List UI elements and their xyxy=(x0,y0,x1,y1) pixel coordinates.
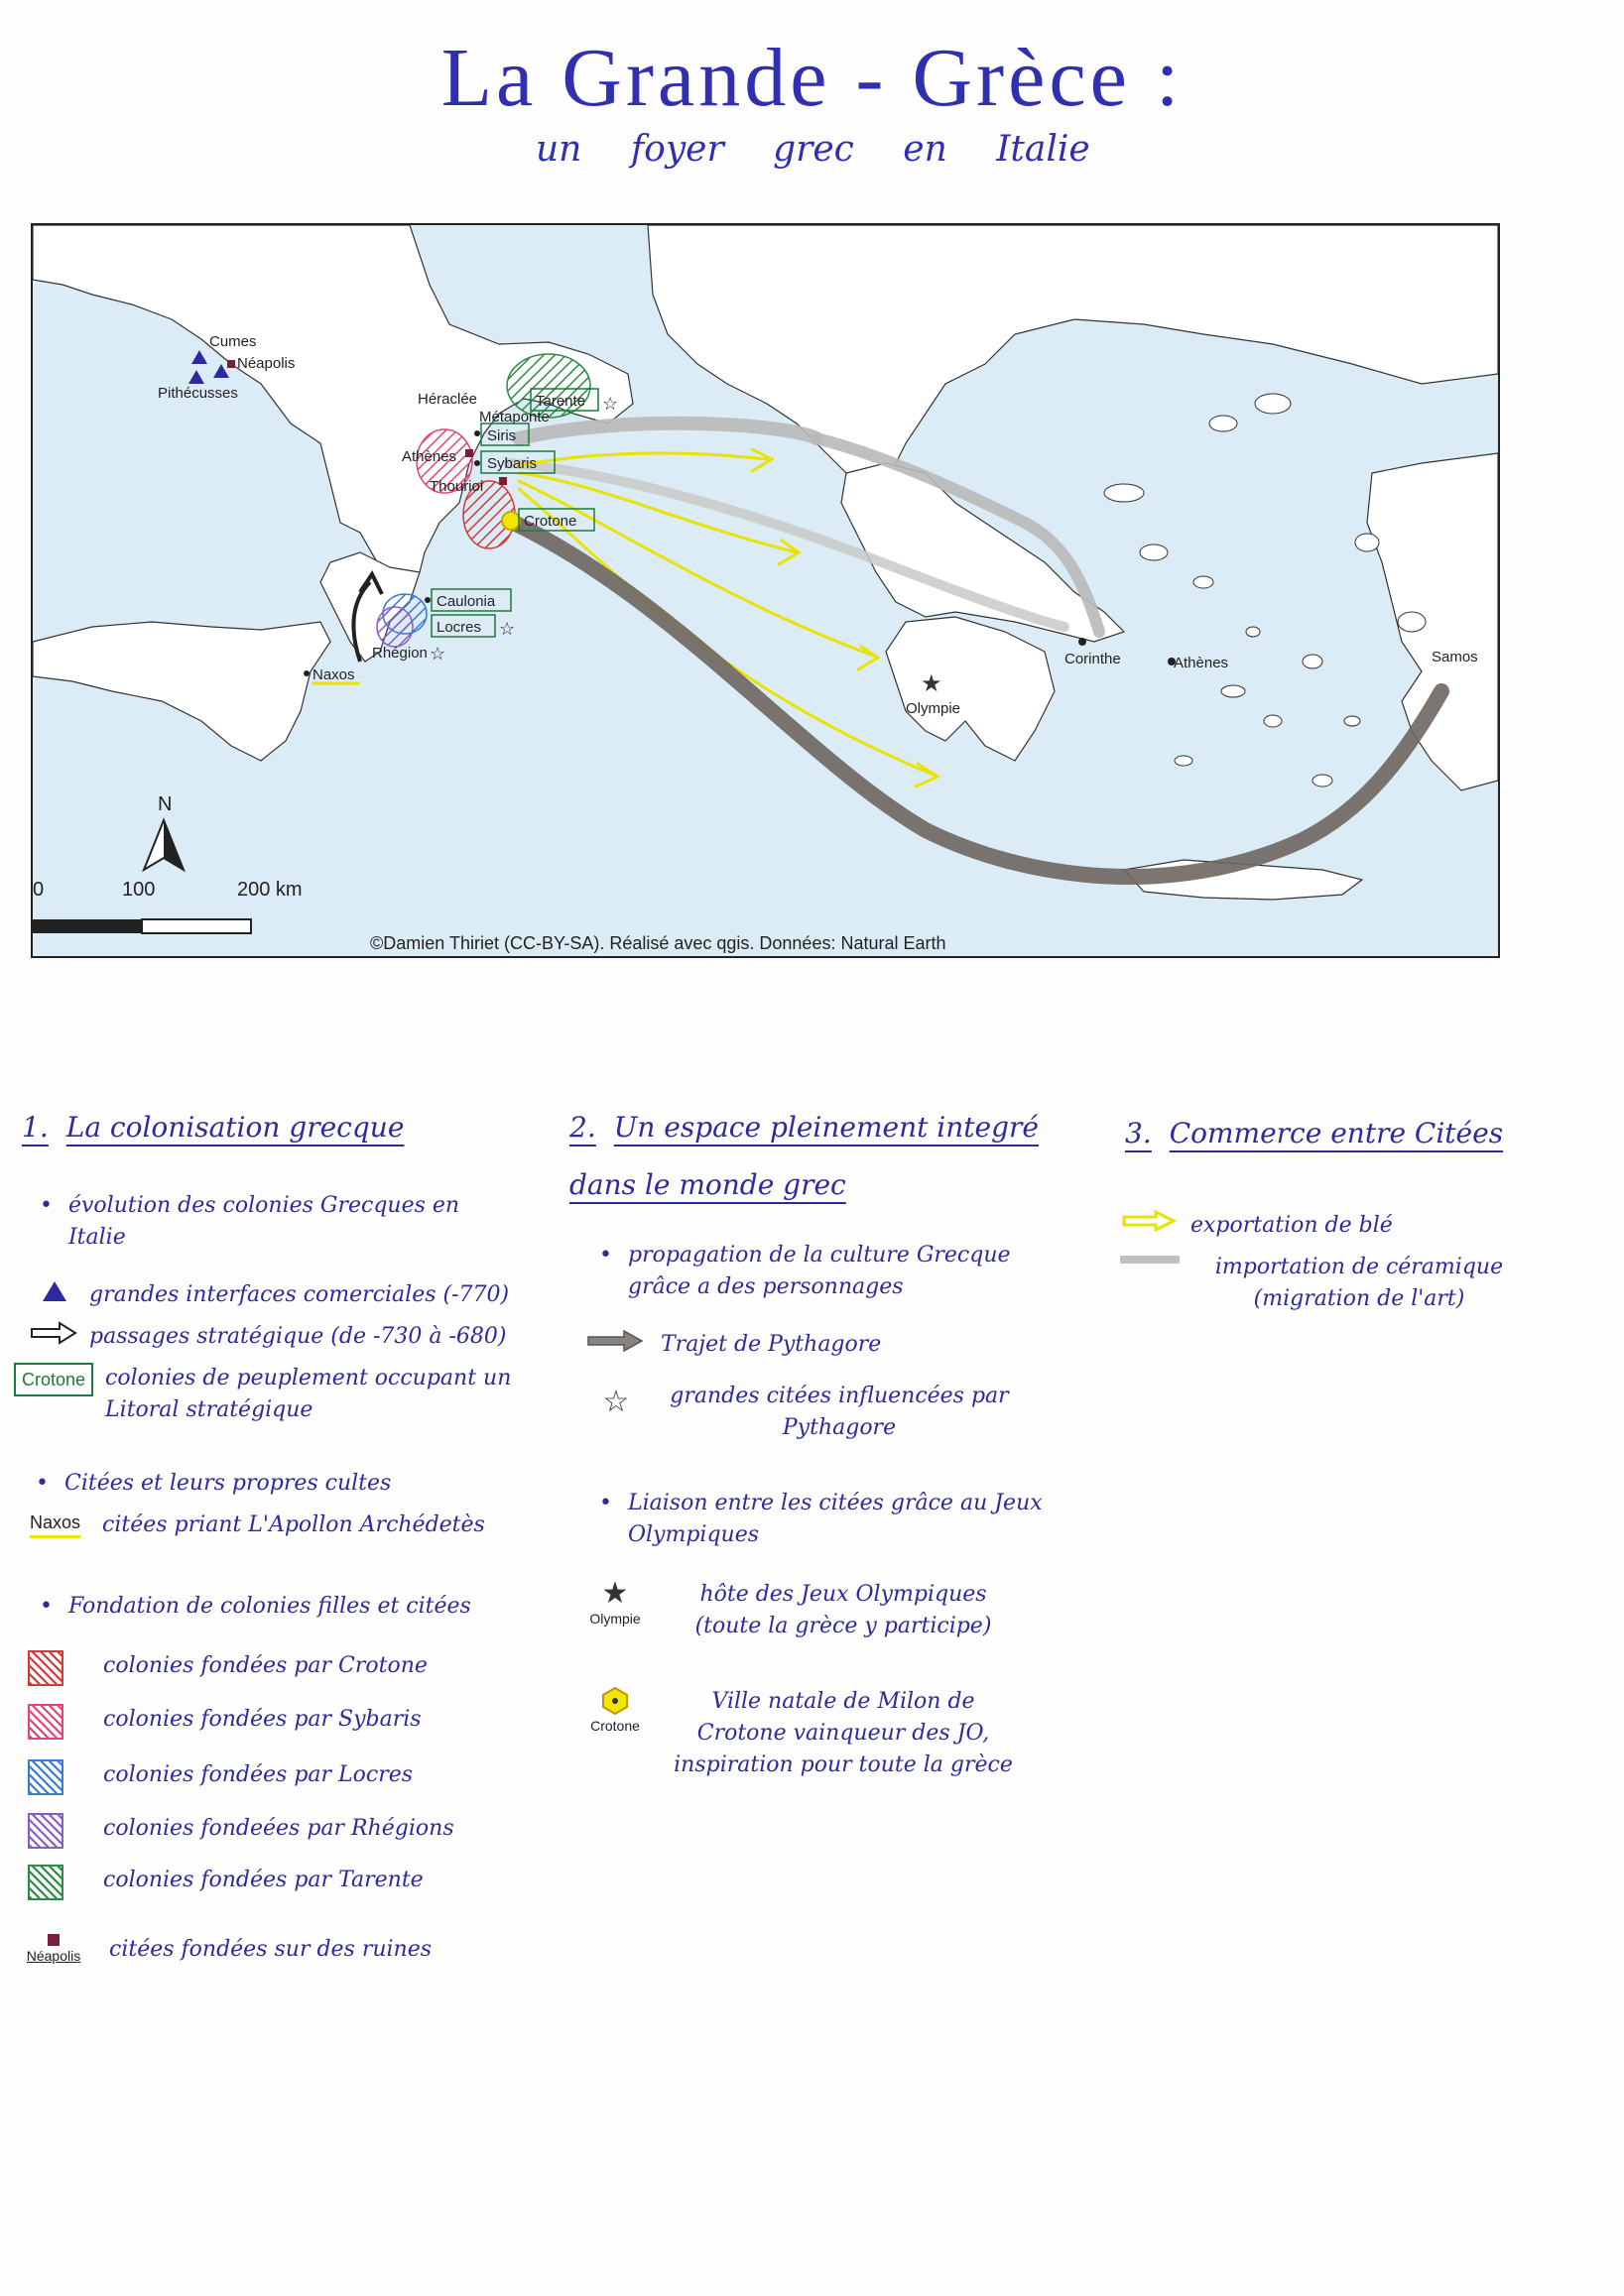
svg-text:N: N xyxy=(158,793,173,815)
svg-text:Samos: Samos xyxy=(1432,649,1478,665)
land-peloponnese xyxy=(886,617,1055,761)
marker-naxos xyxy=(304,666,360,683)
map xyxy=(31,223,1500,958)
s1-item-triangle: grandes interfaces comerciales (-770) xyxy=(20,1279,575,1311)
s1-item-box: Crotone colonies de peuplement occupant un Litoral stratégique xyxy=(14,1363,579,1426)
s2-bullet-1: • propagation de la culture Grecque grâce a des personnages xyxy=(599,1240,1075,1303)
s1-bullet-2: • Citées et leurs propres cultes xyxy=(36,1468,552,1500)
land-balkans xyxy=(648,225,1498,493)
s1-item-ruins: Néapolis citées fondées sur des ruines xyxy=(14,1934,569,1966)
s1-item-naxos: Naxos citées priant L'Apollon Archédetès xyxy=(30,1510,585,1541)
swatch-item-rhegion: colonies fondeées par Rhégions xyxy=(28,1813,454,1849)
route-ceramic-1 xyxy=(519,423,816,438)
purple-hatch-swatch xyxy=(28,1813,63,1849)
svg-text:Athènes: Athènes xyxy=(402,448,457,465)
pink-hatch-swatch xyxy=(28,1704,63,1740)
swatch-item-crotone: colonies fondées par Crotone xyxy=(28,1650,428,1686)
star-filled-icon: ★ xyxy=(601,1576,629,1611)
swatch-item-locres: colonies fondées par Locres xyxy=(28,1759,413,1795)
marker-athenes xyxy=(1168,655,1228,671)
svg-text:☆: ☆ xyxy=(430,644,446,665)
svg-text:Locres: Locres xyxy=(437,619,482,636)
triangle-icon xyxy=(41,1279,68,1303)
svg-text:Naxos: Naxos xyxy=(312,666,355,683)
svg-text:Sybaris: Sybaris xyxy=(487,455,538,472)
s2-item-star: ☆ grandes citées influencées par Pythagore xyxy=(581,1381,1077,1444)
page-subtitle: un foyer grec en Italie xyxy=(536,129,1090,170)
blue-hatch-swatch xyxy=(28,1759,63,1795)
green-hatch-swatch xyxy=(28,1865,63,1900)
svg-text:Pithécusses: Pithécusses xyxy=(158,385,238,402)
svg-text:0: 0 xyxy=(33,879,45,901)
section-3-heading: 3. Commerce entre Citées xyxy=(1125,1117,1504,1149)
marker-rhegion xyxy=(372,644,445,665)
svg-text:Rhégion: Rhégion xyxy=(372,645,428,662)
svg-text:Thourioi: Thourioi xyxy=(430,478,484,495)
svg-text:200 km: 200 km xyxy=(237,879,303,901)
s2-item-crotone: Crotone Ville natale de Milon de Crotone vainqueur des JO, inspiration pour toute la grèce xyxy=(575,1686,1071,1781)
section-2-heading-line2: dans le monde grec xyxy=(569,1168,846,1201)
red-hatch-swatch xyxy=(28,1650,63,1686)
svg-text:☆: ☆ xyxy=(602,394,619,415)
page-title: La Grande - Grèce : xyxy=(440,32,1184,124)
s1-bullet-1: • évolution des colonies Grecques en Italie xyxy=(40,1190,516,1254)
svg-text:Corinthe: Corinthe xyxy=(1064,651,1121,667)
s3-item-grey: importation de céramique (migration de l'art) xyxy=(1115,1252,1581,1315)
svg-text:Crotone: Crotone xyxy=(524,513,577,530)
yellow-arrow-icon xyxy=(1122,1210,1178,1232)
crotone-box-symbol: Crotone xyxy=(14,1363,93,1396)
grey-arrow-icon xyxy=(586,1329,646,1353)
north-arrow xyxy=(144,793,184,870)
grey-band-icon xyxy=(1120,1252,1180,1268)
marker-caulonia xyxy=(425,589,511,611)
label-metaponte: Métaponte xyxy=(479,409,550,425)
star-outline-icon: ☆ xyxy=(602,1385,630,1419)
yellow-hexagon-icon xyxy=(600,1686,630,1716)
scale-bar xyxy=(33,879,303,933)
swatch-item-sybaris: colonies fondées par Sybaris xyxy=(28,1704,422,1740)
map-canvas xyxy=(33,225,1498,956)
svg-text:Tarente: Tarente xyxy=(536,393,586,410)
land-sicily xyxy=(33,622,330,761)
aegean-islands xyxy=(1104,394,1426,786)
svg-text:Olympie: Olympie xyxy=(906,700,961,717)
marker-corinthe xyxy=(1064,638,1121,667)
svg-text:★: ★ xyxy=(921,669,942,697)
s1-item-arrow: passages stratégique (de -730 à -680) xyxy=(20,1321,575,1353)
svg-text:Néapolis: Néapolis xyxy=(237,355,296,372)
swatch-item-tarente: colonies fondées par Tarente xyxy=(28,1865,424,1900)
section-2-heading-line1: 2. Un espace pleinement integré xyxy=(569,1111,1039,1144)
svg-text:Siris: Siris xyxy=(487,427,517,444)
s3-item-yellow: exportation de blé xyxy=(1115,1210,1581,1242)
naxos-symbol: Naxos xyxy=(30,1510,80,1538)
s1-bullet-3: • Fondation de colonies filles et citées xyxy=(40,1591,556,1623)
s2-item-olympie: ★ Olympie hôte des Jeux Olympiques (toute la grèce y participe) xyxy=(589,1576,992,1638)
outline-arrow-icon xyxy=(30,1321,79,1345)
svg-text:Athènes: Athènes xyxy=(1174,655,1229,671)
zone-rhegion xyxy=(377,607,413,647)
s2-item-trajet: Trajet de Pythagore xyxy=(581,1329,1077,1361)
s2-bullet-2: • Liaison entre les citées grâce au Jeux Olympiques xyxy=(599,1488,1075,1551)
svg-text:☆: ☆ xyxy=(499,619,516,640)
land-greece xyxy=(841,463,1124,642)
svg-text:Caulonia: Caulonia xyxy=(437,593,496,610)
land-anatolia xyxy=(1367,453,1498,790)
marker-locres xyxy=(432,615,515,640)
map-credit: ©Damien Thiriet (CC-BY-SA). Réalisé avec qgis. Données: Natural Earth xyxy=(370,933,946,953)
label-heraclee: Héraclée xyxy=(418,391,478,408)
section-1-heading: 1. La colonisation grecque xyxy=(22,1111,405,1144)
svg-text:Cumes: Cumes xyxy=(209,333,257,350)
svg-text:100: 100 xyxy=(122,879,156,901)
marker-samos xyxy=(1432,649,1478,665)
ruins-square-icon xyxy=(48,1934,60,1946)
